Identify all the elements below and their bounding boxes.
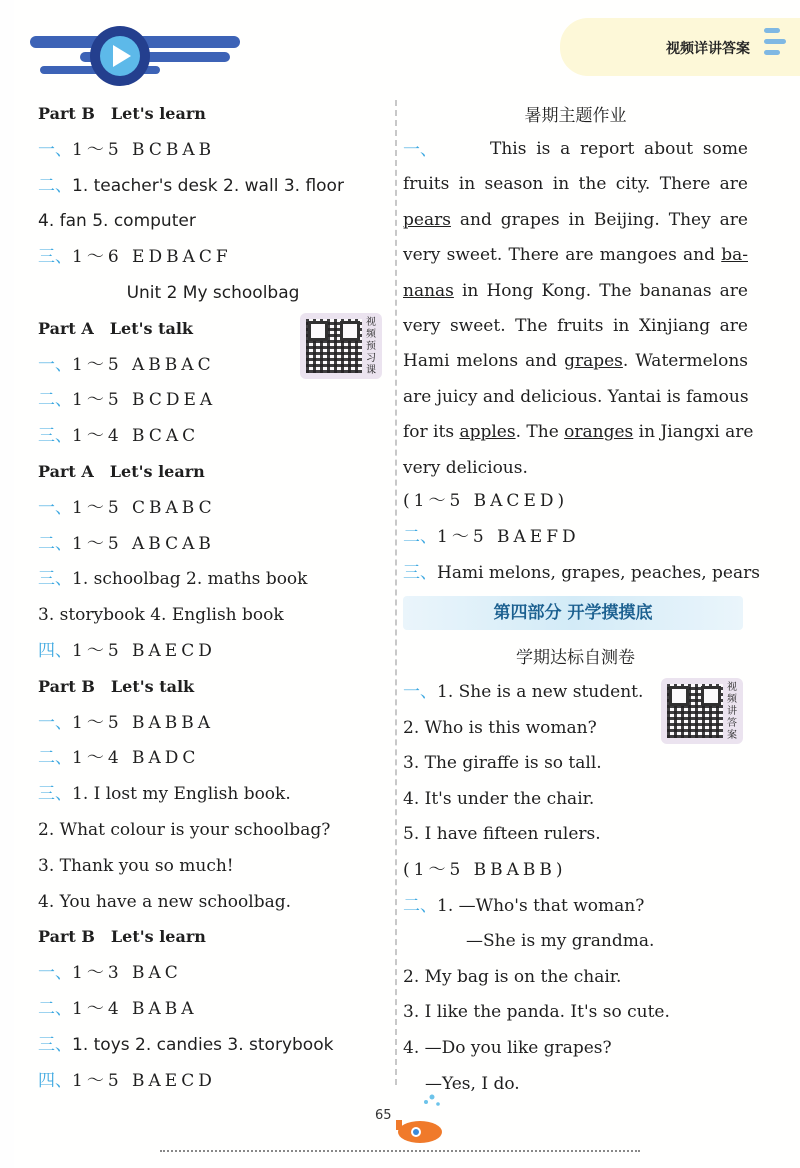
underlined-word: grapes <box>564 351 623 372</box>
underlined-word: oranges <box>564 422 634 443</box>
passage-text: fruits in season in the city. There are <box>403 174 748 195</box>
question-number: 二、 <box>38 999 72 1019</box>
answer-text: 1～5 ABBAC <box>72 354 215 375</box>
passage <box>403 132 754 486</box>
answer-line <box>38 712 214 734</box>
answer-line <box>403 1037 612 1059</box>
answer-line <box>403 966 621 988</box>
answer-text: 1～5 CBABC <box>72 497 216 518</box>
answer-text: 1～3 BAC <box>72 963 182 984</box>
answer-line <box>38 389 216 411</box>
answer-text: 1～5 BAECD <box>72 641 216 661</box>
passage-line <box>403 451 748 486</box>
question-number: 二、 <box>38 390 72 411</box>
answer-text: 4. You have a new schoolbag. <box>38 891 292 912</box>
answer-line <box>38 998 198 1020</box>
answer-text: 3. storybook 4. English book <box>38 605 284 626</box>
lesson-label: Let's learn <box>109 462 205 481</box>
question-number: 三、 <box>38 1034 72 1055</box>
answer-text: 1～5 BCBAB <box>72 139 216 160</box>
answer-text: 1. —Who's that woman? <box>437 895 645 916</box>
answer-line <box>403 895 644 917</box>
answer-text: 1～6 EDBACF <box>72 247 232 268</box>
answer-text: —She is my grandma. <box>466 931 655 952</box>
question-number: 三、 <box>38 569 72 590</box>
answer-line <box>403 1001 670 1023</box>
question-number: 三、 <box>403 563 437 583</box>
lesson-label: Let's learn <box>110 104 206 123</box>
qr-code-answers[interactable] <box>661 678 743 744</box>
answer-text: 1. She is a new student. <box>437 682 644 702</box>
answer-text: —Yes, I do. <box>425 1073 520 1094</box>
answer-text: 3. The giraffe is so tall. <box>403 753 602 774</box>
answer-text: 1～4 BCAC <box>72 426 200 447</box>
answer-line <box>403 859 567 881</box>
answer-line <box>403 717 597 739</box>
passage-text: . Watermelons <box>622 351 748 372</box>
answer-line <box>466 930 654 952</box>
passage-text: in Jiangxi are <box>633 422 754 443</box>
answer-text: 1～5 BCDEA <box>72 390 217 411</box>
answer-text: 2. My bag is on the chair. <box>403 966 622 987</box>
answer-line <box>38 640 216 662</box>
answer-line <box>38 139 215 161</box>
answer-line <box>403 490 568 512</box>
underlined-word: apples <box>459 422 516 443</box>
passage-text: very sweet. There are mangoes and <box>403 245 722 266</box>
qr-code-icon <box>306 319 362 373</box>
answer-text: 1. toys 2. candies 3. storybook <box>72 1034 334 1055</box>
question-number: 一、 <box>38 712 72 733</box>
answer-line <box>38 1070 216 1092</box>
answer-line <box>403 562 760 584</box>
question-number: 三、 <box>38 247 72 268</box>
question-number: 二、 <box>38 748 72 769</box>
question-number: 一、 <box>38 963 72 984</box>
answer-line <box>403 526 580 548</box>
answer-line <box>38 533 215 555</box>
qr-caption: 视频预习课 <box>366 317 376 376</box>
part-heading <box>38 461 205 483</box>
part-heading <box>38 676 194 698</box>
answer-text: 2. Who is this woman? <box>403 717 597 738</box>
lesson-label: Let's talk <box>110 676 195 696</box>
part-heading <box>38 103 206 125</box>
page-number: 65 <box>375 1108 392 1123</box>
passage-line <box>403 274 748 309</box>
passage-line <box>403 309 748 344</box>
passage-text: . The <box>515 422 565 443</box>
qr-code-icon <box>667 684 723 738</box>
answer-text: 1. schoolbag 2. maths book <box>72 569 308 590</box>
answer-text: 4. It's under the chair. <box>403 788 595 809</box>
answer-line <box>403 681 643 703</box>
part-label: Part B <box>38 676 95 696</box>
answer-line <box>38 962 182 984</box>
passage-text: are juicy and delicious. Yantai is famous <box>403 386 749 407</box>
question-number: 二、 <box>38 533 72 554</box>
answer-text: Hami melons, grapes, peaches, pears <box>437 563 760 583</box>
answer-line <box>38 175 344 197</box>
answer-line <box>38 210 196 232</box>
answer-line <box>38 891 291 913</box>
answer-line <box>403 823 601 845</box>
passage-number: 一、 <box>403 140 437 160</box>
passage-line <box>403 238 748 273</box>
question-number: 一、 <box>38 139 72 160</box>
question-number: 四、 <box>38 641 72 661</box>
qr-caption: 视频讲答案 <box>727 682 737 741</box>
underlined-word: nanas <box>403 280 454 301</box>
passage-text: and grapes in Beijing. They are <box>450 209 748 230</box>
passage-text: very sweet. The fruits in Xinjiang are <box>403 315 748 336</box>
passage-line <box>403 380 748 415</box>
passage-line <box>403 344 748 379</box>
answer-text: 3. Thank you so much! <box>38 855 234 876</box>
passage-line <box>403 203 748 238</box>
answer-text: 1～4 BABA <box>72 999 198 1019</box>
answer-line <box>403 752 602 774</box>
question-number: 二、 <box>403 895 437 916</box>
part-label: Part B <box>38 927 95 947</box>
passage-line <box>403 132 748 167</box>
answer-text: 4. —Do you like grapes? <box>403 1038 612 1058</box>
answer-line <box>38 747 199 769</box>
passage-text: This is a report about some <box>490 139 748 159</box>
passage-line <box>403 167 748 202</box>
passage-text: very delicious. <box>403 457 528 478</box>
answer-line <box>38 497 216 519</box>
question-number: 一、 <box>38 354 72 375</box>
answer-line <box>38 604 284 626</box>
header-label: 视频详讲答案 <box>666 41 750 57</box>
question-number: 二、 <box>38 175 72 196</box>
answer-text: 1～5 BABBA <box>72 712 215 733</box>
answer-line <box>38 1034 333 1056</box>
qr-code-preview[interactable] <box>300 313 382 379</box>
answer-line <box>38 246 232 268</box>
passage-text: Hami melons and <box>403 351 565 372</box>
question-number: 二、 <box>403 527 437 547</box>
part-heading <box>38 926 206 948</box>
answer-text: 3. I like the panda. It's so cute. <box>403 1002 670 1023</box>
answer-line <box>38 819 330 841</box>
question-number: 三、 <box>38 784 72 805</box>
answer-text: (1～5 BBABB) <box>403 860 567 880</box>
answer-line <box>38 354 215 376</box>
question-number: 四、 <box>38 1070 72 1091</box>
question-number: 一、 <box>38 497 72 518</box>
unit-title: Unit 2 My schoolbag <box>126 283 300 303</box>
passage-text: for its <box>403 422 460 443</box>
underlined-word: ba- <box>721 245 748 266</box>
page-header <box>0 0 800 95</box>
underlined-word: pears <box>403 209 451 230</box>
part-heading <box>38 318 193 340</box>
answer-text: 1～4 BADC <box>72 748 200 769</box>
answer-text: 4. fan 5. computer <box>38 211 196 232</box>
lesson-label: Let's learn <box>110 927 206 947</box>
answer-line <box>38 568 307 590</box>
answer-line <box>38 783 291 805</box>
answer-text: 5. I have fifteen rulers. <box>403 824 601 845</box>
answer-text: 1. I lost my English book. <box>72 784 291 805</box>
answer-text: 2. What colour is your schoolbag? <box>38 820 331 840</box>
answer-text: 1. teacher's desk 2. wall 3. floor <box>72 175 344 196</box>
lesson-label: Let's talk <box>109 318 193 338</box>
answer-text: 1～5 ABCAB <box>72 533 215 554</box>
answer-line <box>38 425 199 447</box>
question-number: 三、 <box>38 426 72 447</box>
answer-text: (1～5 BACED) <box>403 491 569 511</box>
column-divider <box>395 100 397 1085</box>
section-banner: 第四部分 开学摸摸底 <box>403 596 743 630</box>
passage-text: in Hong Kong. The bananas are <box>453 280 748 301</box>
passage-line <box>403 415 754 450</box>
answer-text: 1～5 BAEFD <box>437 527 580 547</box>
answer-text: 1～5 BAECD <box>72 1070 216 1091</box>
part-label: Part A <box>38 462 94 481</box>
question-number: 一、 <box>403 682 437 702</box>
part-label: Part B <box>38 104 95 123</box>
part-label: Part A <box>38 318 94 338</box>
bottom-dotted-line <box>160 1150 640 1152</box>
header-decoration <box>0 0 260 95</box>
summer-homework-title: 暑期主题作业 <box>524 106 627 126</box>
answer-line <box>403 788 594 810</box>
header-lines-decoration <box>764 28 786 61</box>
test-title: 学期达标自测卷 <box>516 648 635 668</box>
answer-line <box>38 855 234 877</box>
